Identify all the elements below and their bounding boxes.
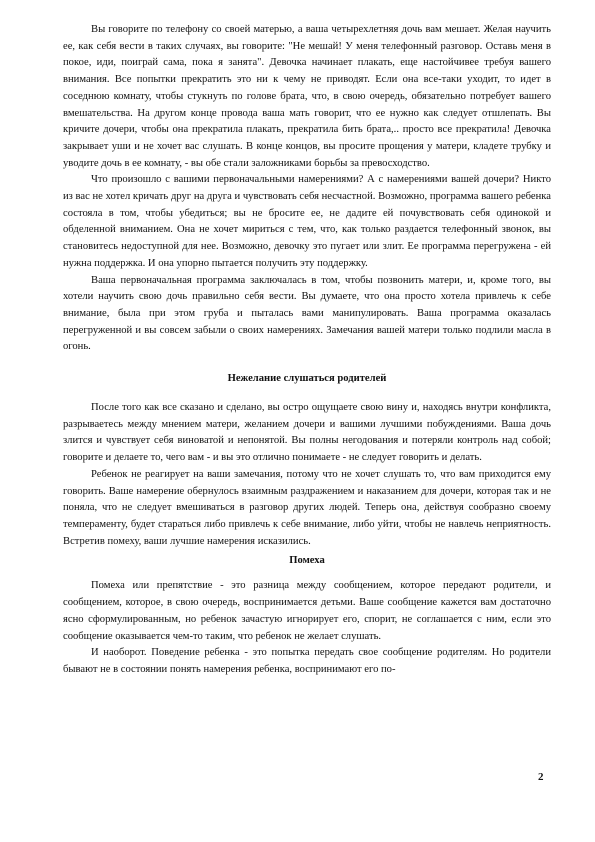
paragraph: Ваша первоначальная программа заключалась в том, чтобы позвонить матери, и, кроме того, вы хотели научить свою дочь правильно себя вести. Вы думаете, что она просто хотела привлечь к себе внимание, была при этом груба и пыталась вами манипулировать. Ваша программа оказалась перегруженной и вы совсем забыли о своих намерениях. Замечания вашей матери только подлили масла в огонь. [63, 274, 551, 353]
page-body [63, 22, 551, 679]
paragraph: После того как все сказано и сделано, вы остро ощущаете свою вину и, находясь внутри конфликта, разрываетесь между мнением матери, желанием дочери и вашими лучшими побуждениями. Ваша дочь злится и чувствует себя виноватой и непонятой. Вы полны негодования и потеряли контроль над собой; говорите и делаете то, чего вам - и вы это отлично понимаете - не следует говорить и делать. [63, 402, 551, 464]
paragraph: Помеха или препятствие - это разница между сообщением, которое передают родители, и сообщением, которое, в свою очередь, воспринимается детьми. Ваше сообщение кажется вам достаточно ясно сформулированным, но ребенок зачастую игнорирует его, спорит, не соглашается с ним, если это сообщение оказывается чем-то таким, что ребенок не желает слушать. [63, 580, 551, 642]
paragraph: Вы говорите по телефону со своей матерью, а ваша четырехлетняя дочь вам мешает. Желая научить ее, как себя вести в таких случаях, вы говорите: "Не мешай! У меня телефонный разговор. Оставь меня в покое, иди, поиграй сама, пока я занята". Девочка начинает плакать, еще настойчивее требуя вашего внимания. Все попытки прекратить это ни к чему не приводят. Если она все-таки уходит, то идет в соседнюю комнату, чтобы стукнуть по голове брата, что, в свою очередь, обязательно потребует вашего вмешательства. На другом конце провода ваша мать говорит, что ее нужно как следует отшлепать. Вы кричите дочери, чтобы она прекратила плакать, прекратила бить брата,.. просто все прекратила! Девочка закрывает уши и не хочет вас слушать. В конце концов, вы просите прощения у матери, кладете трубку и уводите дочь в ее комнату, - вы обе стали заложниками борьбы за превосходство. [63, 24, 551, 169]
paragraph: Что произошло с вашими первоначальными намерениями? А с намерениями вашей дочери? Никто из вас не хотел кричать друг на друга и чувствовать себя несчастной. Возможно, программа вашего ребенка состояла в том, чтобы убедиться; вы не бросите ее, не дадите ей почувствовать себя одинокой и обделенной вниманием. Она не хочет мириться с тем, что, как только раздается телефонный звонок, вы становитесь недоступной для нее. Возможно, девочку это пугает или злит. Ее программа перегружена - ей нужна поддержка. И она упорно пытается получить эту поддержку. [63, 174, 551, 269]
paragraph: И наоборот. Поведение ребенка - это попытка передать свое сообщение родителям. Но родители бывают не в состоянии понять намерения ребенка, воспринимают его по- [63, 647, 551, 675]
section-heading: Помеха [289, 555, 325, 567]
section-heading: Нежелание слушаться родителей [227, 373, 387, 385]
paragraph: Ребенок не реагирует на ваши замечания, потому что не хочет слушать то, что вам приходится ему говорить. Ваше намерение обернулось взаимным раздражением и наказанием для дочери, которая так и не поняла, что не следует вмешиваться в разговор других людей. Теперь она, действуя сообразно своему темпераменту, будет стараться либо привлечь к себе внимание, либо уйти, чтобы не навлечь неприятность. Встретив помеху, ваши лучшие намерения исказились. [63, 468, 551, 547]
page-number: 2 [538, 771, 544, 783]
